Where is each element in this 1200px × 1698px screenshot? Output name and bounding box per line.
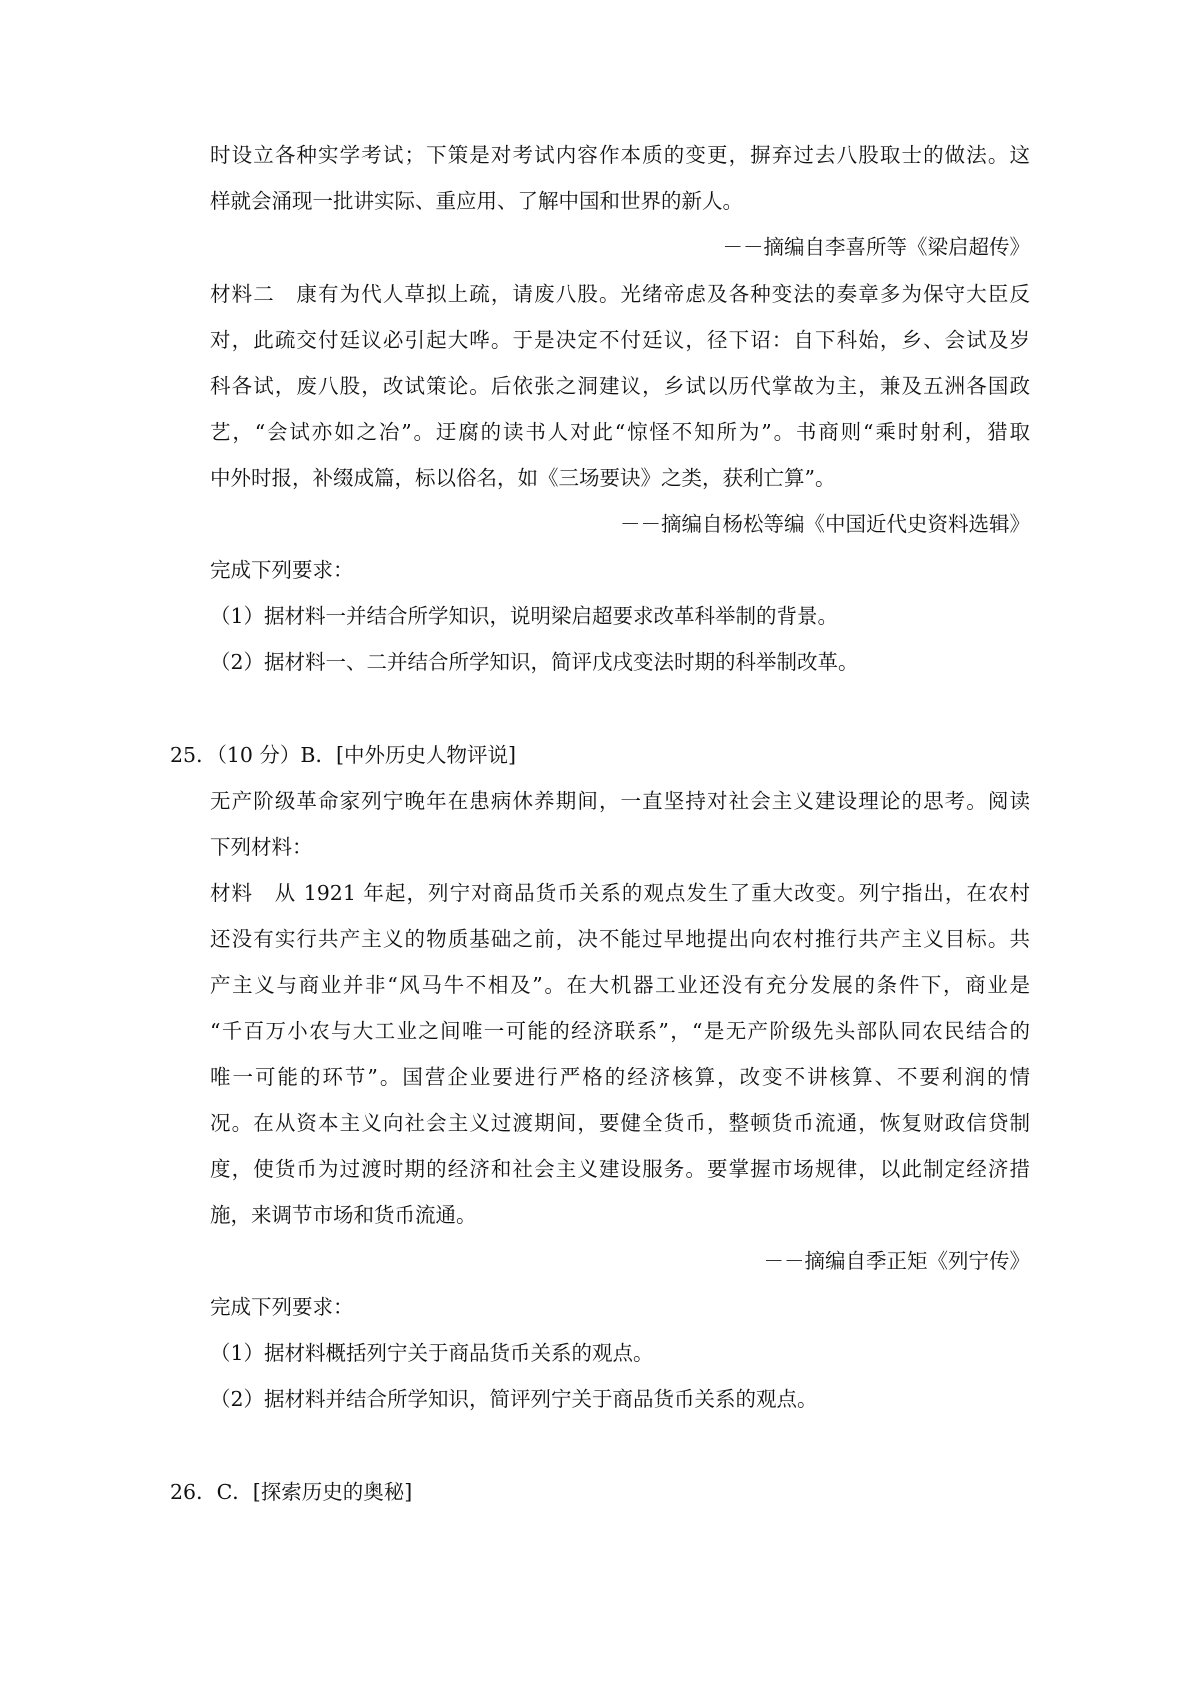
question-25-intro-line: 无产阶级革命家列宁晚年在患病休养期间，一直坚持对社会主义建设理论的思考。阅读 <box>210 789 1030 813</box>
material-2-text-line: 中外时报，补缀成篇，标以俗名，如《三场要诀》之类，获利亡算”。 <box>210 466 836 490</box>
lenin-material-text-line: 况。在从资本主义向社会主义过渡期间，要健全货币，整顿货币流通，恢复财政信贷制 <box>210 1111 1030 1135</box>
lenin-material-source: －－摘编自季正矩《列宁传》 <box>763 1249 1030 1273</box>
requirement-item: （2）据材料一、二并结合所学知识，简评戊戌变法时期的科举制改革。 <box>210 650 859 674</box>
requirement-item: （2）据材料并结合所学知识，简评列宁关于商品货币关系的观点。 <box>210 1387 818 1411</box>
material-2-text-line: 对，此疏交付廷议必引起大哗。于是决定不付廷议，径下诏：自下科始，乡、会试及岁 <box>210 328 1030 352</box>
requirements-heading: 完成下列要求： <box>210 558 354 582</box>
lenin-material-text-line: 材料 从 1921 年起，列宁对商品货币关系的观点发生了重大改变。列宁指出，在农村 <box>210 881 1030 905</box>
lenin-material-text-line: 还没有实行共产主义的物质基础之前，决不能过早地提出向农村推行共产主义目标。共 <box>210 927 1030 951</box>
lenin-material-text-line: 度，使货币为过渡时期的经济和社会主义建设服务。要掌握市场规律，以此制定经济措 <box>210 1157 1030 1181</box>
requirement-item: （1）据材料概括列宁关于商品货币关系的观点。 <box>210 1341 654 1365</box>
lenin-material-text-line: 产主义与商业并非“风马牛不相及”。在大机器工业还没有充分发展的条件下，商业是 <box>210 973 1030 997</box>
question-26-heading: 26．C．[探索历史的奥秘] <box>170 1480 413 1504</box>
question-25-intro-line: 下列材料： <box>210 835 313 859</box>
material-1-source: －－摘编自李喜所等《梁启超传》 <box>722 235 1030 259</box>
requirement-item: （1）据材料一并结合所学知识，说明梁启超要求改革科举制的背景。 <box>210 604 839 628</box>
requirements-heading: 完成下列要求： <box>210 1295 354 1319</box>
question-25-heading: 25．（10 分）B．[中外历史人物评说] <box>170 743 516 767</box>
material-1-text-line: 样就会涌现一批讲实际、重应用、了解中国和世界的新人。 <box>210 189 743 213</box>
material-2-source: －－摘编自杨松等编《中国近代史资料选辑》 <box>620 512 1030 536</box>
lenin-material-text-line: 施，来调节市场和货币流通。 <box>210 1203 477 1227</box>
material-2-text-line: 材料二 康有为代人草拟上疏，请废八股。光绪帝虑及各种变法的奏章多为保守大臣反 <box>210 282 1030 306</box>
material-1-text-line: 时设立各种实学考试；下策是对考试内容作本质的变更，摒弃过去八股取士的做法。这 <box>210 143 1030 167</box>
lenin-material-text-line: “千百万小农与大工业之间唯一可能的经济联系”，“是无产阶级先头部队同农民结合的 <box>210 1019 1030 1043</box>
material-2-text-line: 科各试，废八股，改试策论。后依张之洞建议，乡试以历代掌故为主，兼及五洲各国政 <box>210 374 1030 398</box>
material-2-text-line: 艺，“会试亦如之冶”。迂腐的读书人对此“惊怪不知所为”。书商则“乘时射利，猎取 <box>210 420 1030 444</box>
lenin-material-text-line: 唯一可能的环节”。国营企业要进行严格的经济核算，改变不讲核算、不要利润的情 <box>210 1065 1030 1089</box>
